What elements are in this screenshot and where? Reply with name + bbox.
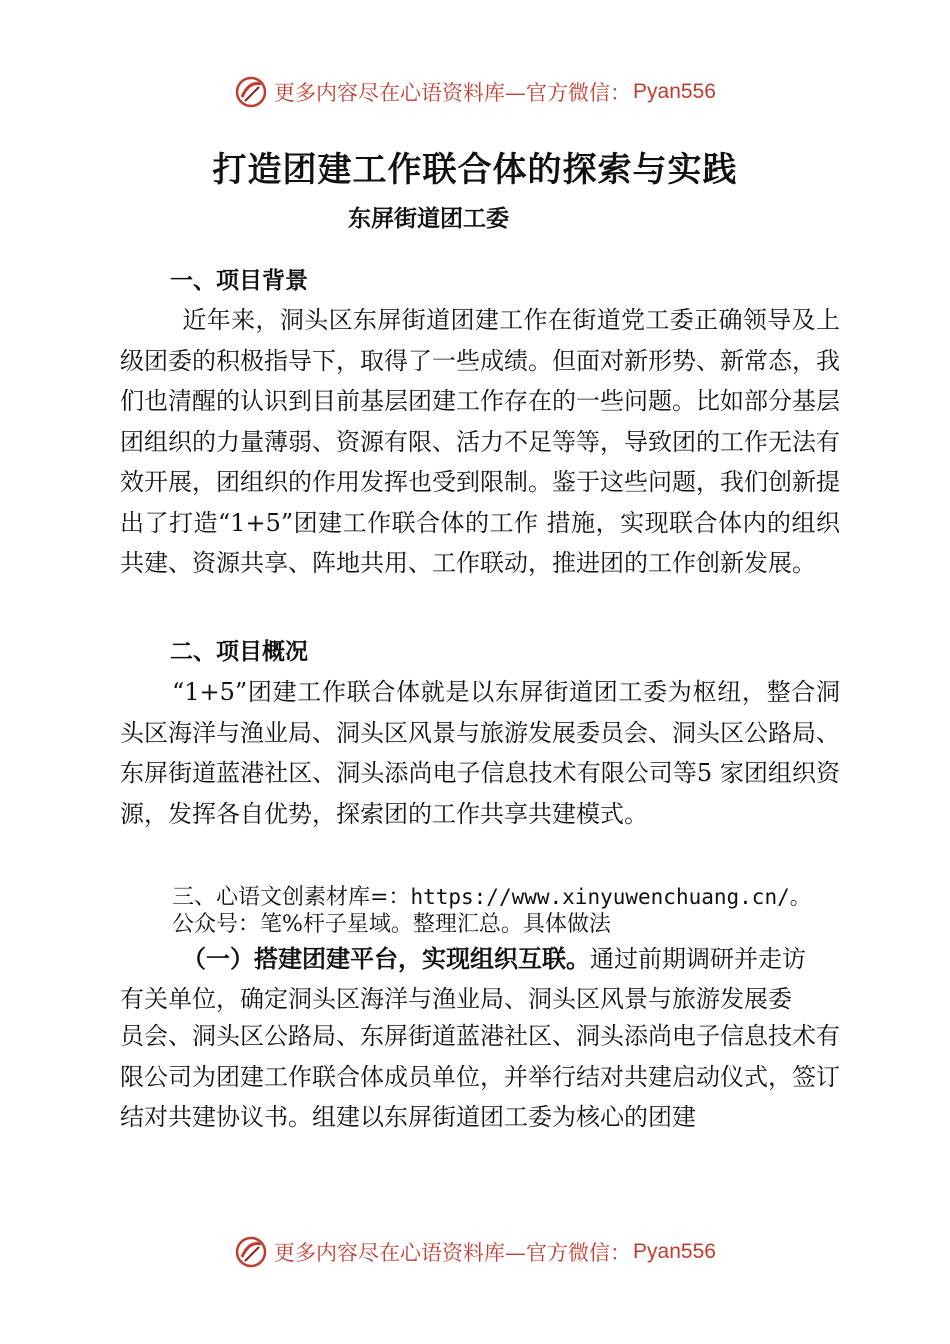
watermark-wechat-id: Pyan556: [633, 1240, 716, 1263]
watermark-text: 更多内容尽在心语资料库—官方微信：: [274, 1241, 632, 1265]
brand-logo-icon: [234, 75, 268, 109]
subsection-1-first-line: [182, 939, 842, 980]
section-heading-method-line1: [172, 884, 811, 911]
watermark-wechat-id: Pyan556: [633, 80, 716, 103]
subsection-1-body: 员会、洞头区公路局、东屏街道蓝港社区、洞头添尚电子信息技术有限公司为团建工作联合体成员单位，并举行结对共建启动仪式，签订结对共建协议书。组建以东屏街道团工委为核心的团建: [120, 1022, 840, 1131]
document-author: 东屏街道团工委: [348, 206, 509, 232]
subsection-1-heading: （一）搭建团建平台，实现组织互联。: [182, 945, 590, 973]
header-watermark: [0, 72, 950, 112]
section-heading-background: 一、项目背景: [170, 268, 308, 294]
paragraph-background-text: 近年来，洞头区东屏街道团建工作在街道党工委正确领导及上级团委的积极指导下，取得了一些成绩。但面对新形势、新常态，我们也清醒的认识到目前基层团建工作存在的一些问题。比如部分基层团组织的力量薄弱、资源有限、活力不足等等，导致团的工作无法有效开展，团组织的作用发挥也受到限制。鉴于这些问题，我们创新提出了打造“1+5”团建工作联合体的工作 措施，实现联合体内的组织共建、资源共享、阵地共用、工作联动，推进团的工作创新发展。: [120, 306, 840, 577]
paragraph-overview-text: “1+5”团建工作联合体就是以东屏街道团工委为枢纽，整合洞头区海洋与渔业局、洞头区风景与旅游发展委员会、洞头区公路局、东屏街道蓝港社区、洞头添尚电子信息技术有限公司等5 家团组织资源，发挥各自优势，探索团的工作共享共建模式。: [120, 678, 840, 828]
subsection-1-line1-rest: 通过前期调研并走访: [590, 945, 806, 973]
section-heading-method-line2: 公众号：笔%杆子星域。整理汇总。具体做法: [172, 912, 611, 937]
watermark-text: 更多内容尽在心语资料库—官方微信：: [274, 81, 632, 105]
subsection-1-second-line: 有关单位，确定洞头区海洋与渔业局、洞头区风景与旅游发展委: [120, 985, 792, 1013]
paragraph-overview: [120, 672, 840, 834]
footer-watermark: [0, 1232, 950, 1272]
source-url: https://www.xinyuwenchuang.cn/。: [410, 885, 811, 909]
paragraph-background: [120, 300, 840, 584]
section-heading-overview: 二、项目概况: [170, 639, 308, 665]
method-line1-prefix: 三、心语文创素材库=：: [172, 885, 411, 910]
document-title: 打造团建工作联合体的探索与实践: [212, 150, 738, 190]
brand-logo-icon: [234, 1235, 268, 1269]
